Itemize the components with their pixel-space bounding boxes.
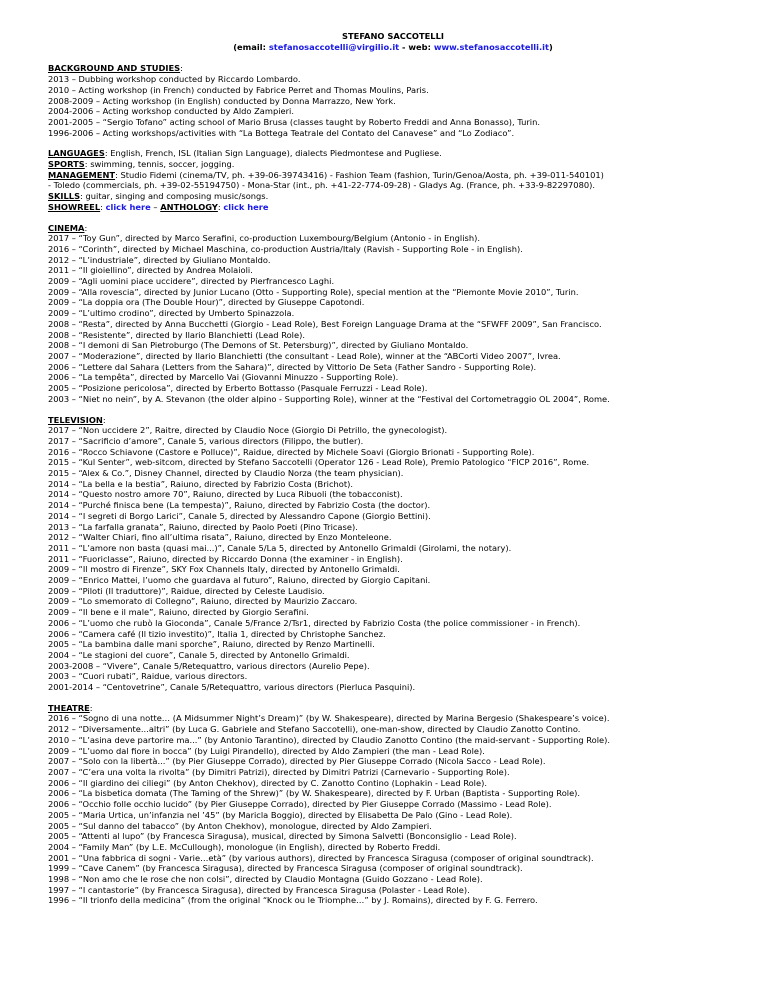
cv-header (48, 31, 738, 52)
television-item: 2009 – “Lo smemorato di Collegno”, Raiuno, directed by Maurizio Zaccaro. (48, 596, 358, 607)
cinema-item: 2011 – “Il gioiellino”, directed by Andrea Molaioli. (48, 265, 253, 276)
showreel-line: SHOWREEL: click here – ANTHOLOGY: click here (48, 201, 269, 212)
television-item: 2014 – “Purché finisca bene (La tempesta)”, Raiuno, directed by Fabrizio Costa (the doctor). (48, 500, 431, 511)
cinema-item: 2003 – “Niet no nein”, by A. Stevanon (the older alpino - Supporting Role), winner at the “Festival del Cortometraggio OL 2004”, Rome. (48, 393, 610, 404)
theatre-item: 2009 – “L’uomo dal fiore in bocca” (by Luigi Pirandello), directed by Aldo Zampieri (the man - Lead Role). (48, 745, 485, 756)
languages-value: English, French, ISL (Italian Sign Language), dialects Piedmontese and Pugliese. (110, 148, 442, 159)
background-item: 2010 – Acting workshop (in French) conducted by Fabrice Perret and Thomas Moulins, Paris. (48, 84, 429, 95)
cinema-item: 2006 – “La tempêta”, directed by Marcello Vai (Giovanni Minuzzo - Supporting Role). (48, 372, 399, 383)
television-item: 2009 – “Il mostro di Firenze”, SKY Fox Channels Italy, directed by Antonello Grimaldi. (48, 564, 400, 575)
cinema-item: 2006 – “Lettere dal Sahara (Letters from the Sahara)”, directed by Vittorio De Seta (Father Sandro - Supporting Role). (48, 361, 537, 372)
languages-line: LANGUAGES: English, French, ISL (Italian Sign Language), dialects Piedmontese and Pugliese. (48, 148, 442, 159)
cinema-item: 2012 – “L’industriale”, directed by Giuliano Montaldo. (48, 254, 271, 265)
television-list (48, 425, 738, 693)
television-item: 2017 – “Non uccidere 2”, Raitre, directed by Claudio Noce (Giorgio Di Petrillo, the gynecologist). (48, 425, 448, 436)
cinema-item: 2005 – “Posizione pericolosa”, directed by Erberto Bottasso (Pasquale Ferruzzi - Lead Role). (48, 383, 428, 394)
sports-value: swimming, tennis, soccer, jogging. (90, 159, 235, 170)
television-item: 2014 – “I segreti di Borgo Larici”, Canale 5, directed by Alessandro Capone (Giorgio Bettini). (48, 510, 431, 521)
television-item: 2011 – “L’amore non basta (quasi mai...)”, Canale 5/La 5, directed by Antonello Grimaldi (Girolami, the notary). (48, 542, 512, 553)
management-value-1: Studio Fidemi (cinema/TV, ph. +39-06-39743416) - Fashion Team (fashion, Turin/Genoa/Aosta, ph. +39-011-540101) (120, 169, 604, 180)
languages-label: LANGUAGES (48, 148, 105, 159)
showreel-label: SHOWREEL (48, 201, 101, 212)
theatre-title: THEATRE (48, 702, 90, 713)
website-link[interactable]: www.stefanosaccotelli.it (433, 41, 549, 52)
cinema-section: CINEMA: 2017 – “Toy Gun”, directed by Marco Serafini, co-production Luxembourg/Belgium (Antonio - in English). 2016 – “Corinth”, directed by Michael Maschina, co-production Austria/Italy (Ravish - Supporting Role - in English). 2012 – “L’industriale”, directed by Giuliano Montaldo. 2011 – “Il gioiellino”, directed by Andrea Molaioli. 2009 – “Agli uomini piace uccidere”, directed by Pierfrancesco Laghi. 2009 – “Alla rovescia”, directed by Junior Lucano (Otto - Supporting Role), special mention at the “Piemonte Movie 2010”, Turin. 2009 – “La doppia ora (The Double Hour)”, directed by Giuseppe Capotondi. 2009 – “L’ultimo crodino”, directed by Umberto Spinazzola. 2008 – “Resta”, directed by Anna Bucchetti (Giorgio - Lead Role), Best Foreign Language Drama at the “SFWFF 2009”, San Francisco. 2008 – “Resistente”, directed by Ilario Blanchietti (Lead Role). 2008 – “I demoni di San Pietroburgo (The Demons of St. Petersburg)”, directed by Giuliano Montaldo. 2007 – “Moderazione”, directed by Ilario Blanchietti (the consultant - Lead Role), winner at the “ABCorti Video 2007”, Ivrea. 2006 – “Lettere dal Sahara (Letters from the Sahara)”, directed by Vittorio De Seta (Father Sandro - Supporting Role). 2006 – “La tempêta”, directed by Marcello Vai (Giovanni Minuzzo - Supporting Role). 2005 – “Posizione pericolosa”, directed by Erberto Bottasso (Pasquale Ferruzzi - Lead Role). 2003 – “Niet no nein”, by A. Stevanon (the older alpino - Supporting Role), winner at the “Festival del Cortometraggio OL 2004”, Rome. (48, 223, 738, 405)
television-item: 2003 – “Cuori rubati”, Raidue, various directors. (48, 671, 248, 682)
cinema-list (48, 233, 738, 404)
cinema-item: 2009 – “Agli uomini piace uccidere”, directed by Pierfrancesco Laghi. (48, 276, 335, 287)
background-section: BACKGROUND AND STUDIES: 2013 – Dubbing workshop conducted by Riccardo Lombardo. 2010 – Acting workshop (in French) conducted by Fabrice Perret and Thomas Moulins, Paris. 2008-2009 – Acting workshop (in English) conducted by Donna Marrazzo, New York. 2004-2006 – Acting workshop conducted by Aldo Zampieri. 2001-2005 – “Sergio Tofano” acting school of Mario Brusa (classes taught by Roberto Freddi and Anna Bonasso), Turin. 1996-2006 – Acting workshops/activities with “La Bottega Teatrale del Contato del Canavese” and “Lo Zodiaco”. (48, 63, 738, 138)
theatre-item: 2007 – “Solo con la libertà...” (by Pier Giuseppe Corrado), directed by Pier Giuseppe Corrado (Nicola Sacco - Lead Role). (48, 756, 546, 767)
television-item: 2006 – “L’uomo che rubò la Gioconda”, Canale 5/France 2/Tsr1, directed by Fabrizio Costa (the police commissioner - in French). (48, 617, 581, 628)
theatre-item: 2006 – “Il giardino dei ciliegi” (by Anton Chekhov), directed by C. Zanotto Contino (Lophakin - Lead Role). (48, 777, 487, 788)
anthology-link[interactable]: click here (223, 201, 269, 212)
showreel-link[interactable]: click here (105, 201, 151, 212)
theatre-section: THEATRE: 2016 – “Sogno di una notte… (A Midsummer Night’s Dream)” (by W. Shakespeare), directed by Marina Bergesio (Shakespeare’s voice). 2012 – “Diversamente...altri” (by Luca G. Gabriele and Stefano Saccotelli), one-man-show, directed by Claudio Zanotto Contino. 2010 – “L’asina deve partorire ma...” (by Antonio Tarantino), directed by Claudio Zanotto Contino (the maid-servant - Supporting Role). 2009 – “L’uomo dal fiore in bocca” (by Luigi Pirandello), directed by Aldo Zampieri (the man - Lead Role). 2007 – “Solo con la libertà...” (by Pier Giuseppe Corrado), directed by Pier Giuseppe Corrado (Nicola Sacco - Lead Role). 2007 – “C’era una volta la rivolta” (by Dimitri Patrizi), directed by Dimitri Patrizi (Carnevario - Supporting Role). 2006 – “Il giardino dei ciliegi” (by Anton Chekhov), directed by C. Zanotto Contino (Lophakin - Lead Role). 2006 – “La bisbetica domata (The Taming of the Shrew)” (by W. Shakespeare), directed by F. Urban (Baptista - Supporting Role). 2006 – “Occhio folle occhio lucido” (by Pier Giuseppe Corrado), directed by Pier Giuseppe Corrado (Massimo - Lead Role). 2005 – “Maria Urtica, un’infanzia nel ’45” (by Maricla Boggio), directed by Elisabetta De Palo (Gino - Lead Role). 2005 – “Sul danno del tabacco” (by Anton Chekhov), monologue, directed by Aldo Zampieri. 2005 – “Attenti al lupo” (by Francesca Siragusa), musical, directed by Simona Salvetti (Bonconsiglio - Lead Role). 2004 – “Family Man” (by L.E. McCullough), monologue (in English), directed by Roberto Freddi. 2001 – “Una fabbrica di sogni - Varie…età” (by various authors), directed by Francesca Siragusa (composer of original soundtrack). 1999 – “Cave Canem” (by Francesca Siragusa), directed by Francesca Siragusa (composer of original soundtrack). 1998 – “Non amo che le rose che non colsi”, directed by Claudio Montagna (Guido Gozzano - Lead Role). 1997 – “I cantastorie” (by Francesca Siragusa), directed by Francesca Siragusa (Polaster - Lead Role). 1996 – “Il trionfo della medicina” (from the original “Knock ou le Triomphe…” by J. Romains), directed by F. G. Ferrero. (48, 703, 738, 906)
contact-line: (email: stefanosaccotelli@virgilio.it - web: www.stefanosaccotelli.it) (233, 41, 553, 52)
theatre-item: 2006 – “Occhio folle occhio lucido” (by Pier Giuseppe Corrado), directed by Pier Giuseppe Corrado (Massimo - Lead Role). (48, 799, 552, 810)
television-item: 2001-2014 – “Centovetrine”, Canale 5/Retequattro, various directors (Pierluca Pasquini). (48, 682, 416, 693)
management-line: MANAGEMENT: Studio Fidemi (cinema/TV, ph. +39-06-39743416) - Fashion Team (fashion, Turin/Genoa/Aosta, ph. +39-011-540101) (48, 169, 604, 180)
cinema-item: 2017 – “Toy Gun”, directed by Marco Serafini, co-production Luxembourg/Belgium (Antonio - in English). (48, 233, 480, 244)
theatre-item: 2012 – “Diversamente...altri” (by Luca G. Gabriele and Stefano Saccotelli), one-man-show, directed by Claudio Zanotto Contino. (48, 724, 581, 735)
television-item: 2003-2008 – “Vivere”, Canale 5/Retequattro, various directors (Aurelio Pepe). (48, 660, 370, 671)
skills-label: SKILLS (48, 191, 81, 202)
theatre-item: 2006 – “La bisbetica domata (The Taming of the Shrew)” (by W. Shakespeare), directed by F. Urban (Baptista - Supporting Role). (48, 788, 581, 799)
cinema-title: CINEMA (48, 222, 85, 233)
television-item: 2014 – “La bella e la bestia”, Raiuno, directed by Fabrizio Costa (Brichot). (48, 478, 353, 489)
television-item: 2012 – “Walter Chiari, fino all’ultima risata”, Raiuno, directed by Enzo Monteleone. (48, 532, 392, 543)
television-item: 2004 – “Le stagioni del cuore”, Canale 5, directed by Antonello Grimaldi. (48, 649, 350, 660)
info-section (48, 148, 738, 212)
television-item: 2009 – “Enrico Mattei, l’uomo che guardava al futuro”, Raiuno, directed by Giorgio Capitani. (48, 575, 431, 586)
cinema-item: 2008 – “I demoni di San Pietroburgo (The Demons of St. Petersburg)”, directed by Giuliano Montaldo. (48, 340, 469, 351)
television-item: 2009 – “Piloti (Il traduttore)”, Raidue, directed by Celeste Laudisio. (48, 585, 325, 596)
television-title: TELEVISION (48, 414, 103, 425)
theatre-list (48, 713, 738, 906)
theatre-item: 2004 – “Family Man” (by L.E. McCullough), monologue (in English), directed by Roberto Freddi. (48, 841, 441, 852)
background-item: 2013 – Dubbing workshop conducted by Riccardo Lombardo. (48, 74, 301, 85)
background-item: 2008-2009 – Acting workshop (in English) conducted by Donna Marrazzo, New York. (48, 95, 396, 106)
cinema-item: 2009 – “Alla rovescia”, directed by Junior Lucano (Otto - Supporting Role), special mention at the “Piemonte Movie 2010”, Turin. (48, 286, 579, 297)
theatre-item: 2005 – “Attenti al lupo” (by Francesca Siragusa), musical, directed by Simona Salvetti (Bonconsiglio - Lead Role). (48, 831, 517, 842)
cinema-item: 2009 – “L’ultimo crodino”, directed by Umberto Spinazzola. (48, 308, 295, 319)
theatre-item: 2010 – “L’asina deve partorire ma...” (by Antonio Tarantino), directed by Claudio Zanotto Contino (the maid-servant - Supporting Role). (48, 734, 610, 745)
theatre-item: 2005 – “Maria Urtica, un’infanzia nel ’45” (by Maricla Boggio), directed by Elisabetta De Palo (Gino - Lead Role). (48, 809, 513, 820)
television-item: 2016 – “Rocco Schiavone (Castore e Polluce)”, Raidue, directed by Michele Soavi (Giorgio Brionati - Supporting Role). (48, 446, 535, 457)
skills-value: guitar, singing and composing music/songs. (85, 191, 269, 202)
background-item: 2004-2006 – Acting workshop conducted by Aldo Zampieri. (48, 106, 294, 117)
cinema-item: 2008 – “Resta”, directed by Anna Bucchetti (Giorgio - Lead Role), Best Foreign Language Drama at the “SFWFF 2009”, San Francisco. (48, 318, 602, 329)
email-link[interactable]: stefanosaccotelli@virgilio.it (268, 41, 400, 52)
television-item: 2005 – “La bambina dalle mani sporche”, Raiuno, directed by Renzo Martinelli. (48, 639, 375, 650)
theatre-item: 2001 – “Una fabbrica di sogni - Varie…età” (by various authors), directed by Francesca Siragusa (composer of original soundtrack). (48, 852, 594, 863)
sports-label: SPORTS (48, 159, 85, 170)
theatre-item: 1996 – “Il trionfo della medicina” (from the original “Knock ou le Triomphe…” by J. Romains), directed by F. G. Ferrero. (48, 895, 538, 906)
web-label: web (408, 41, 428, 52)
management-line-2: - Toledo (commercials, ph. +39-02-55194750) - Mona-Star (int., ph. +41-22-774-09-28) - Gladys Ag. (France, ph. +33-9-82297080). (48, 180, 596, 191)
sports-line: SPORTS: swimming, tennis, soccer, jogging. (48, 159, 235, 170)
background-item: 2001-2005 – “Sergio Tofano” acting school of Mario Brusa (classes taught by Roberto Freddi and Anna Bonasso), Turin. (48, 116, 540, 127)
management-label: MANAGEMENT (48, 169, 116, 180)
television-section: TELEVISION: 2017 – “Non uccidere 2”, Raitre, directed by Claudio Noce (Giorgio Di Petrillo, the gynecologist). 2017 – “Sacrificio d’amore”, Canale 5, various directors (Filippo, the butler). 2016 – “Rocco Schiavone (Castore e Polluce)”, Raidue, directed by Michele Soavi (Giorgio Brionati - Supporting Role). 2015 – “Kul Senter”, web-sitcom, directed by Stefano Saccotelli (Operator 126 - Lead Role), Premio Patologico “FICP 2016”, Rome. 2015 – “Alex & Co.”, Disney Channel, directed by Claudio Norza (the team physician). 2014 – “La bella e la bestia”, Raiuno, directed by Fabrizio Costa (Brichot). 2014 – “Questo nostro amore 70”, Raiuno, directed by Luca Ribuoli (the tobacconist). 2014 – “Purché finisca bene (La tempesta)”, Raiuno, directed by Fabrizio Costa (the doctor). 2014 – “I segreti di Borgo Larici”, Canale 5, directed by Alessandro Capone (Giorgio Bettini). 2013 – “La farfalla granata”, Raiuno, directed by Paolo Poeti (Pino Tricase). 2012 – “Walter Chiari, fino all’ultima risata”, Raiuno, directed by Enzo Monteleone. 2011 – “L’amore non basta (quasi mai...)”, Canale 5/La 5, directed by Antonello Grimaldi (Girolami, the notary). 2011 – “Fuoriclasse”, Raiuno, directed by Riccardo Donna (the examiner - in English). 2009 – “Il mostro di Firenze”, SKY Fox Channels Italy, directed by Antonello Grimaldi. 2009 – “Enrico Mattei, l’uomo che guardava al futuro”, Raiuno, directed by Giorgio Capitani. 2009 – “Piloti (Il traduttore)”, Raidue, directed by Celeste Laudisio. 2009 – “Lo smemorato di Collegno”, Raiuno, directed by Maurizio Zaccaro. 2009 – “Il bene e il male”, Raiuno, directed by Giorgio Serafini. 2006 – “L’uomo che rubò la Gioconda”, Canale 5/France 2/Tsr1, directed by Fabrizio Costa (the police commissioner - in French). 2006 – “Camera café (Il tizio investito)”, Italia 1, directed by Christophe Sanchez. 2005 – “La bambina dalle mani sporche”, Raiuno, directed by Renzo Martinelli. 2004 – “Le stagioni del cuore”, Canale 5, directed by Antonello Grimaldi. 2003-2008 – “Vivere”, Canale 5/Retequattro, various directors (Aurelio Pepe). 2003 – “Cuori rubati”, Raidue, various directors. 2001-2014 – “Centovetrine”, Canale 5/Retequattro, various directors (Pierluca Pasquini). (48, 415, 738, 693)
skills-line: SKILLS: guitar, singing and composing music/songs. (48, 191, 269, 202)
email-label: email (237, 41, 263, 52)
background-title: BACKGROUND AND STUDIES (48, 63, 181, 74)
theatre-item: 2007 – “C’era una volta la rivolta” (by Dimitri Patrizi), directed by Dimitri Patrizi (Carnevario - Supporting Role). (48, 767, 510, 777)
cinema-item: 2007 – “Moderazione”, directed by Ilario Blanchietti (the consultant - Lead Role), winner at the “ABCorti Video 2007”, Ivrea. (48, 350, 561, 361)
theatre-item: 1999 – “Cave Canem” (by Francesca Siragusa), directed by Francesca Siragusa (composer of original soundtrack). (48, 863, 523, 874)
television-item: 2014 – “Questo nostro amore 70”, Raiuno, directed by Luca Ribuoli (the tobacconist). (48, 489, 403, 500)
person-name: STEFANO SACCOTELLI (342, 31, 444, 41)
theatre-item: 2016 – “Sogno di una notte… (A Midsummer Night’s Dream)” (by W. Shakespeare), directed by Marina Bergesio (Shakespeare’s voice). (48, 713, 610, 724)
television-item: 2017 – “Sacrificio d’amore”, Canale 5, various directors (Filippo, the butler). (48, 435, 364, 446)
theatre-item: 1998 – “Non amo che le rose che non colsi”, directed by Claudio Montagna (Guido Gozzano - Lead Role). (48, 874, 483, 885)
background-item: 1996-2006 – Acting workshops/activities with “La Bottega Teatrale del Contato del Canavese” and “Lo Zodiaco”. (48, 127, 515, 138)
cinema-item: 2008 – “Resistente”, directed by Ilario Blanchietti (Lead Role). (48, 329, 305, 340)
television-item: 2009 – “Il bene e il male”, Raiuno, directed by Giorgio Serafini. (48, 607, 309, 618)
television-item: 2015 – “Kul Senter”, web-sitcom, directed by Stefano Saccotelli (Operator 126 - Lead Role), Premio Patologico “FICP 2016”, Rome. (48, 457, 590, 468)
cinema-item: 2009 – “La doppia ora (The Double Hour)”, directed by Giuseppe Capotondi. (48, 297, 365, 308)
television-item: 2006 – “Camera café (Il tizio investito)”, Italia 1, directed by Christophe Sanchez. (48, 628, 386, 639)
theatre-item: 2005 – “Sul danno del tabacco” (by Anton Chekhov), monologue, directed by Aldo Zampieri. (48, 820, 432, 831)
background-list (48, 74, 738, 138)
television-item: 2011 – “Fuoriclasse”, Raiuno, directed by Riccardo Donna (the examiner - in English). (48, 553, 403, 564)
anthology-label: ANTHOLOGY (160, 201, 218, 212)
television-item: 2013 – “La farfalla granata”, Raiuno, directed by Paolo Poeti (Pino Tricase). (48, 521, 358, 532)
cinema-item: 2016 – “Corinth”, directed by Michael Maschina, co-production Austria/Italy (Ravish - Supporting Role - in English). (48, 243, 523, 254)
theatre-item: 1997 – “I cantastorie” (by Francesca Siragusa), directed by Francesca Siragusa (Polaster - Lead Role). (48, 884, 470, 895)
television-item: 2015 – “Alex & Co.”, Disney Channel, directed by Claudio Norza (the team physician). (48, 468, 404, 479)
